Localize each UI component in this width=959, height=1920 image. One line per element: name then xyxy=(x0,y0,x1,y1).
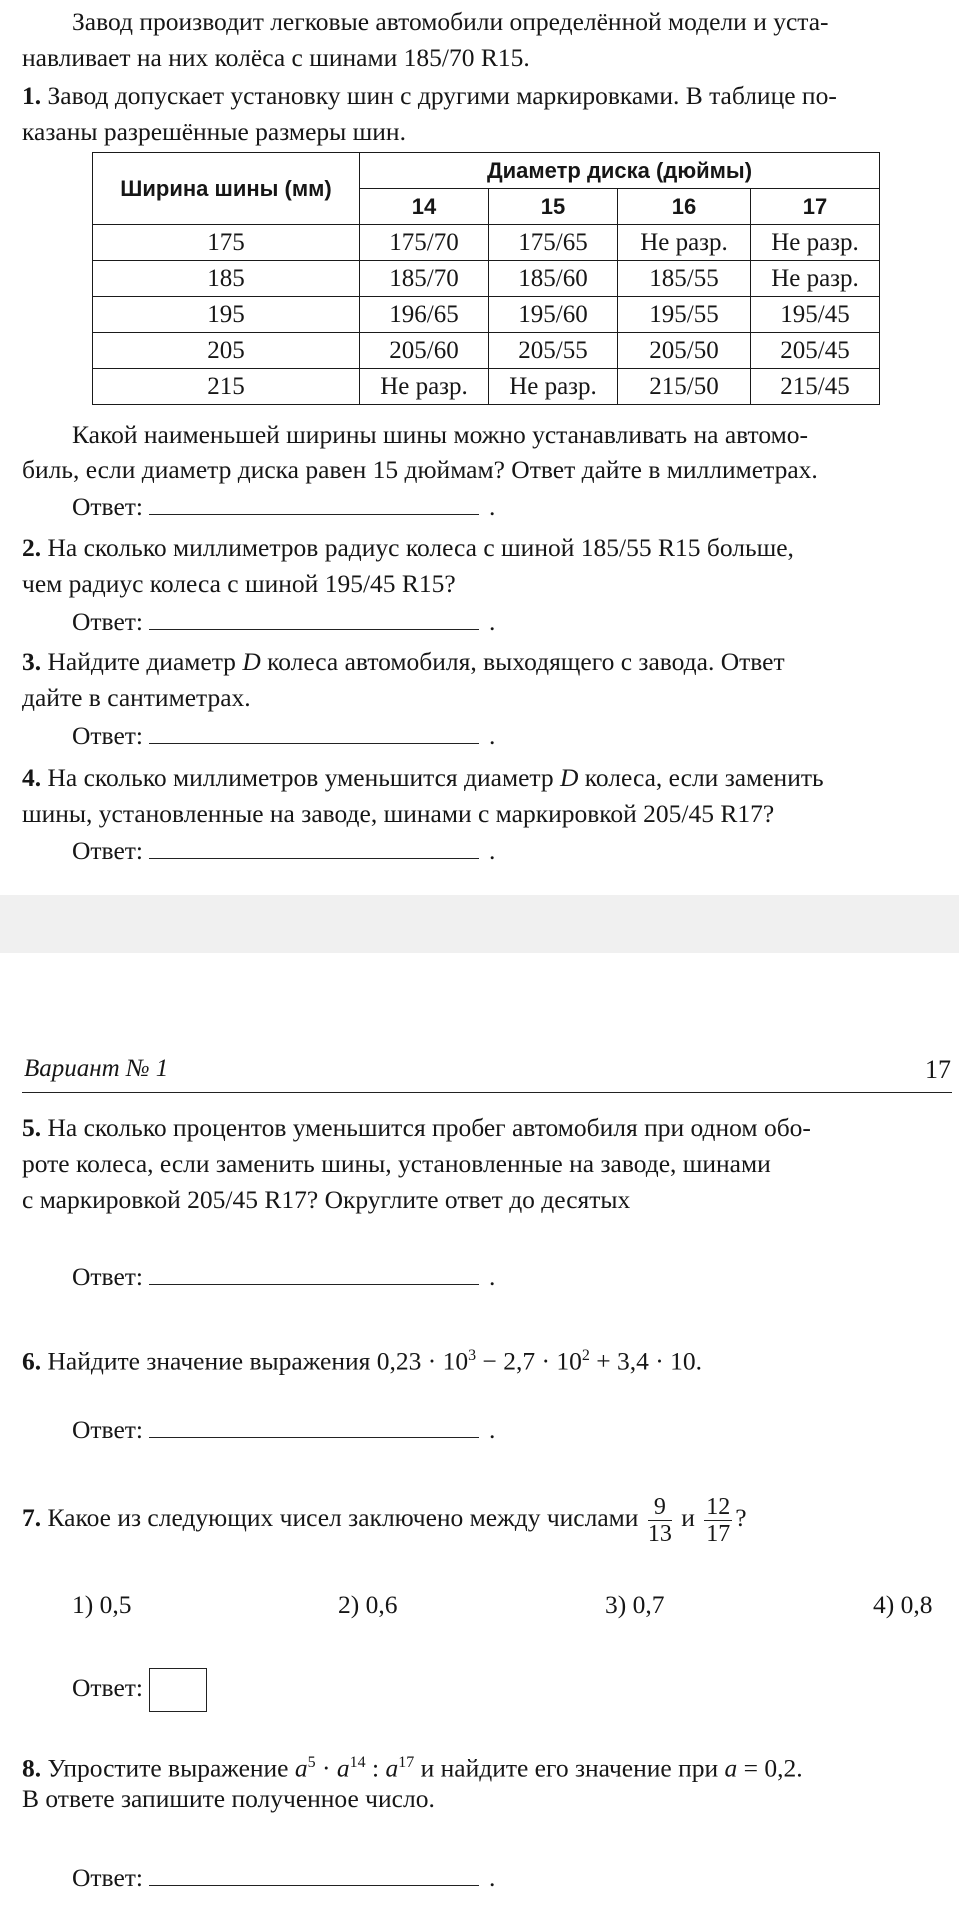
row-width: 175 xyxy=(93,225,360,261)
disk-size-14: 14 xyxy=(360,189,489,225)
page-gap xyxy=(0,895,959,953)
cell: 195/55 xyxy=(618,297,751,333)
question-6-number: 6. xyxy=(22,1346,42,1376)
question-6: 6. Найдите значение выражения $0,23 \cdot 10^3 - 2,7 \cdot 10^2 + 3,4 \cdot 10$. xyxy=(22,1346,702,1376)
intro-line-2: навливает на них колёса с шинами 185/70 R15. xyxy=(22,43,530,72)
disk-size-17: 17 xyxy=(751,189,880,225)
option-3[interactable]: 3) 0,7 xyxy=(605,1590,665,1619)
cell: Не разр. xyxy=(751,261,880,297)
answer-2-field[interactable] xyxy=(149,605,479,630)
row-width: 195 xyxy=(93,297,360,333)
answer-label: Ответ: xyxy=(72,1863,143,1892)
answer-label: Ответ: xyxy=(72,836,143,865)
answer-5[interactable]: Ответ: . xyxy=(72,1262,496,1291)
table-row xyxy=(93,369,880,405)
question-2-number: 2. xyxy=(22,533,42,562)
cell: 205/55 xyxy=(489,333,618,369)
answer-label: Ответ: xyxy=(72,1672,143,1702)
cell: 185/60 xyxy=(489,261,618,297)
intro-line-1: Завод производит легковые автомобили определённой модели и уста- xyxy=(72,7,829,36)
question-2-line-2: чем радиус колеса с шиной 195/45 R15? xyxy=(22,569,456,598)
question-5-line-1: 5. На сколько процентов уменьшится пробег автомобиля при одном обо- xyxy=(22,1113,811,1142)
table-row xyxy=(93,333,880,369)
answer-label: Ответ: xyxy=(72,607,143,636)
answer-2[interactable]: Ответ: . xyxy=(72,607,496,636)
question-5-line-2: роте колеса, если заменить шины, установленные на заводе, шинами xyxy=(22,1149,771,1178)
page-number: 17 xyxy=(925,1055,951,1084)
question-3-line-2: дайте в сантиметрах. xyxy=(22,683,251,712)
row-width: 185 xyxy=(93,261,360,297)
question-7-number: 7. xyxy=(22,1503,42,1532)
answer-4[interactable]: Ответ: . xyxy=(72,836,496,865)
question-5-number: 5. xyxy=(22,1113,42,1142)
answer-label: Ответ: xyxy=(72,1262,143,1291)
answer-3[interactable]: Ответ: . xyxy=(72,721,496,750)
question-1-line-2: казаны разрешённые размеры шин. xyxy=(22,117,406,146)
question-5-line-3: с маркировкой 205/45 R17? Округлите ответ до десятых xyxy=(22,1185,631,1214)
cell: 205/45 xyxy=(751,333,880,369)
page-top xyxy=(0,0,959,895)
question-8-line-1: 8. Упростите выражение $a^5 \cdot a^{14}$ : $a^{17}$ и найдите его значение при a = 0,2. xyxy=(22,1753,803,1783)
table-row xyxy=(93,225,880,261)
answer-8-field[interactable] xyxy=(149,1861,479,1886)
table-row xyxy=(93,297,880,333)
answer-6-field[interactable] xyxy=(149,1413,479,1438)
answer-1-field[interactable] xyxy=(149,490,479,515)
cell: 185/70 xyxy=(360,261,489,297)
row-width: 205 xyxy=(93,333,360,369)
answer-4-field[interactable] xyxy=(149,834,479,859)
question-4-line-2: шины, установленные на заводе, шинами с маркировкой 205/45 R17? xyxy=(22,799,775,828)
table-row xyxy=(93,261,880,297)
header-divider xyxy=(22,1092,952,1093)
question-1-after-1: Какой наименьшей ширины шины можно устанавливать на автомо- xyxy=(72,420,808,449)
answer-label: Ответ: xyxy=(72,492,143,521)
fraction-9-13: $\frac{9}{13}$ xyxy=(647,1493,672,1547)
disk-size-15: 15 xyxy=(489,189,618,225)
option-2[interactable]: 2) 0,6 xyxy=(338,1590,398,1619)
cell: 205/60 xyxy=(360,333,489,369)
option-1[interactable]: 1) 0,5 xyxy=(72,1590,132,1619)
question-3-number: 3. xyxy=(22,647,42,676)
answer-label: Ответ: xyxy=(72,721,143,750)
disk-header: Диаметр диска (дюймы) xyxy=(360,153,880,189)
answer-6[interactable]: Ответ: . xyxy=(72,1415,496,1444)
fraction-12-17: $\frac{12}{17}$ xyxy=(706,1493,731,1547)
cell: 175/65 xyxy=(489,225,618,261)
question-2-line-1: 2. На сколько миллиметров радиус колеса с шиной 185/55 R15 больше, xyxy=(22,533,794,562)
question-7: 7. Какое из следующих чисел заключено между числами $\frac{9}{13}$ и $\frac{12}{17}$ ? xyxy=(22,1493,747,1547)
option-4[interactable]: 4) 0,8 xyxy=(873,1590,933,1619)
variant-title: Вариант № 1 xyxy=(24,1055,169,1082)
cell: 195/45 xyxy=(751,297,880,333)
answer-label: Ответ: xyxy=(72,1415,143,1444)
cell: 215/50 xyxy=(618,369,751,405)
cell: 215/45 xyxy=(751,369,880,405)
question-8-number: 8. xyxy=(22,1753,42,1783)
cell: Не разр. xyxy=(489,369,618,405)
question-1-after-2: биль, если диаметр диска равен 15 дюймам? Ответ дайте в миллиметрах. xyxy=(22,455,818,484)
question-4-line-1: 4. На сколько миллиметров уменьшится диаметр D колеса, если заменить xyxy=(22,763,824,792)
answer-7[interactable] xyxy=(72,1668,207,1712)
cell: Не разр. xyxy=(618,225,751,261)
cell: Не разр. xyxy=(360,369,489,405)
disk-size-16: 16 xyxy=(618,189,751,225)
question-8-line-2: В ответе запишите полученное число. xyxy=(22,1784,435,1813)
answer-3-field[interactable] xyxy=(149,719,479,744)
answer-5-field[interactable] xyxy=(149,1260,479,1285)
answer-7-box[interactable] xyxy=(149,1668,207,1712)
cell: 175/70 xyxy=(360,225,489,261)
question-3-line-1: 3. Найдите диаметр D колеса автомобиля, выходящего с завода. Ответ xyxy=(22,647,785,676)
cell: 185/55 xyxy=(618,261,751,297)
question-1-number: 1. xyxy=(22,81,42,110)
cell: 196/65 xyxy=(360,297,489,333)
question-4-number: 4. xyxy=(22,763,42,792)
cell: 205/50 xyxy=(618,333,751,369)
row-width: 215 xyxy=(93,369,360,405)
question-1-line-1: 1. Завод допускает установку шин с другими маркировками. В таблице по- xyxy=(22,81,837,110)
tyre-size-table xyxy=(92,152,880,405)
cell: Не разр. xyxy=(751,225,880,261)
answer-8[interactable]: Ответ: . xyxy=(72,1863,496,1892)
width-header: Ширина шины (мм) xyxy=(93,153,360,225)
answer-1[interactable]: Ответ: . xyxy=(72,492,496,521)
cell: 195/60 xyxy=(489,297,618,333)
